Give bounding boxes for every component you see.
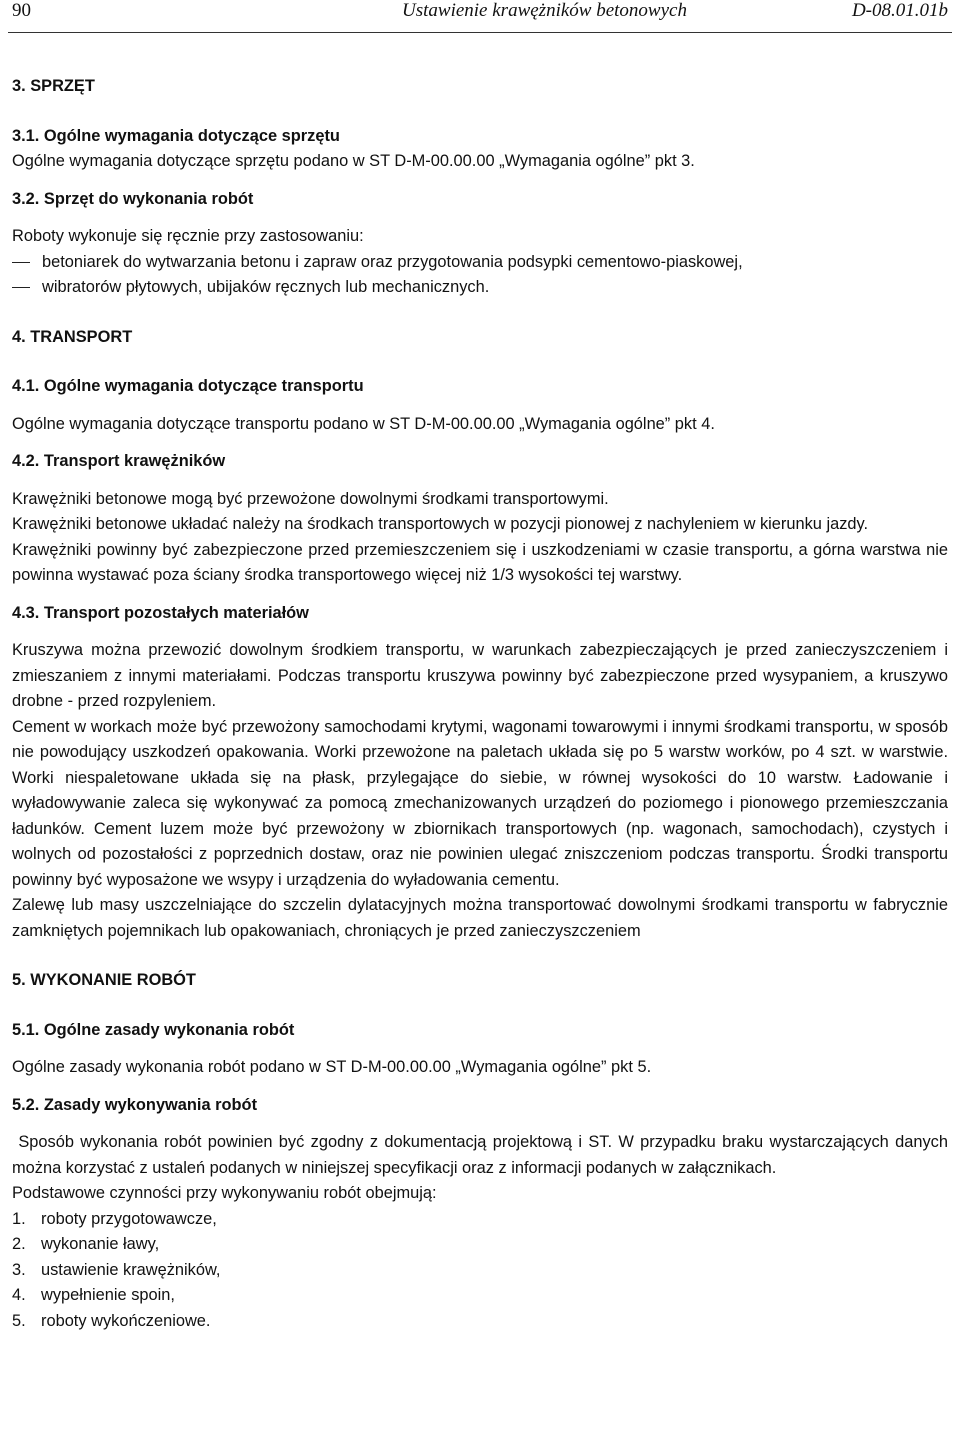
list-item: 4. wypełnienie spoin, [12, 1286, 175, 1304]
page-number: 90 [12, 0, 31, 21]
section-5-title: 5. WYKONANIE ROBÓT [12, 971, 196, 989]
section-5-2-intro: Podstawowe czynności przy wykonywaniu robót obejmują: [12, 1184, 437, 1202]
page-header [0, 0, 960, 34]
list-item: 5. roboty wykończeniowe. [12, 1311, 211, 1330]
dash-bullet [12, 287, 30, 288]
list-item: 1. roboty przygotowawcze, [12, 1209, 217, 1228]
section-4-2-paragraph: Krawężniki betonowe układać należy na środkach transportowych w pozycji pionowej z nachyleniem w kierunku jazdy. [12, 515, 869, 533]
header-title: Ustawienie krawężników betonowych [402, 0, 687, 21]
dash-bullet [12, 262, 30, 263]
section-5-2-title: 5.2. Zasady wykonywania robót [12, 1095, 258, 1114]
section-4-3-paragraph: Kruszywa można przewozić dowolnym środkiem transportu, w warunkach zabezpieczających je przed zanieczyszczeniem i zmieszaniem z innymi materiałami. Podczas transportu kruszywa powinny być zabezpieczone przed wysypaniem, a kruszywo drobne - przed rozpyleniem. [12, 641, 948, 710]
section-4-3-paragraph: Cement w workach może być przewożony samochodami krytymi, wagonami towarowymi i innymi środkami transportu, w sposób nie powodujący uszkodzeń opakowania. Worki przewożone na paletach układa się po 5 warstw worków, po 4 szt. w warstwie. Worki niespaletowane układa się na płask, przylegające do siebie, w równej wysokości do 10 warstw. Ładowanie i wyładowywanie zaleca się wykonywać za pomocą zmechanizowanych urządzeń do poziomego i pionowego przemieszczania ładunków. Cement luzem może być przewożony w zbiornikach transportowych (np. wagonach, samochodach), czystych i wolnych od pozostałości z poprzednich dostaw, oraz nie powinien ulegać zniszczeniom podczas transportu. Środki transportu powinny być wyposażone we wsypy i urządzenia do wyładowania cementu. [12, 717, 948, 889]
section-5-1-title: 5.1. Ogólne zasady wykonania robót [12, 1020, 295, 1039]
list-item: 3. ustawienie krawężników, [12, 1260, 221, 1279]
section-3-1-title: 3.1. Ogólne wymagania dotyczące sprzętu [12, 126, 340, 145]
section-4-2-paragraph: Krawężniki powinny być zabezpieczone przed przemieszczeniem się i uszkodzeniami w czasie transportu, a górna warstwa nie powinna wystawać poza ściany środka transportowego więcej niż 1/3 wysokości tej warstwy. [12, 540, 948, 584]
section-4-2-paragraph: Krawężniki betonowe mogą być przewożone dowolnymi środkami transportowymi. [12, 489, 609, 508]
section-3-1-text: Ogólne wymagania dotyczące sprzętu podano w ST D-M-00.00.00 „Wymagania ogólne” pkt 3. [12, 152, 695, 170]
section-4-3-title: 4.3. Transport pozostałych materiałów [12, 603, 309, 622]
equipment-list [12, 250, 948, 301]
list-item: 2. wykonanie ławy, [12, 1235, 160, 1253]
section-3-2-intro: Roboty wykonuje się ręcznie przy zastosowaniu: [12, 227, 364, 245]
section-4-1-title: 4.1. Ogólne wymagania dotyczące transportu [12, 377, 364, 395]
section-4-title: 4. TRANSPORT [12, 327, 133, 346]
list-item: wibratorów płytowych, ubijaków ręcznych lub mechanicznych. [12, 275, 948, 301]
header-rule [8, 32, 952, 33]
header-code: D-08.01.01b [851, 0, 948, 21]
document-body [12, 74, 953, 1334]
section-3-2-title: 3.2. Sprzęt do wykonania robót [12, 189, 254, 208]
works-list [12, 1207, 948, 1335]
section-4-2-title: 4.2. Transport krawężników [12, 452, 226, 470]
list-item: betoniarek do wytwarzania betonu i zapraw oraz przygotowania podsypki cementowo-piaskowej, [12, 250, 948, 276]
section-3-title: 3. SPRZĘT [12, 77, 95, 95]
section-5-1-text: Ogólne zasady wykonania robót podano w ST D-M-00.00.00 „Wymagania ogólne” pkt 5. [12, 1058, 652, 1076]
section-4-1-text: Ogólne wymagania dotyczące transportu podano w ST D-M-00.00.00 „Wymagania ogólne” pkt 4. [12, 414, 715, 433]
section-4-3-paragraph: Zalewę lub masy uszczelniające do szczelin dylatacyjnych można transportować dowolnymi środkami transportu w fabrycznie zamkniętych pojemnikach lub opakowaniach, chroniących je przed zanieczyszczeniem [12, 896, 948, 940]
section-5-2-paragraph: Sposób wykonania robót powinien być zgodny z dokumentacją projektową i ST. W przypadku braku wystarczających danych można korzystać z ustaleń podanych w niniejszej specyfikacji oraz z informacji podanych w załącznikach. [12, 1133, 953, 1177]
